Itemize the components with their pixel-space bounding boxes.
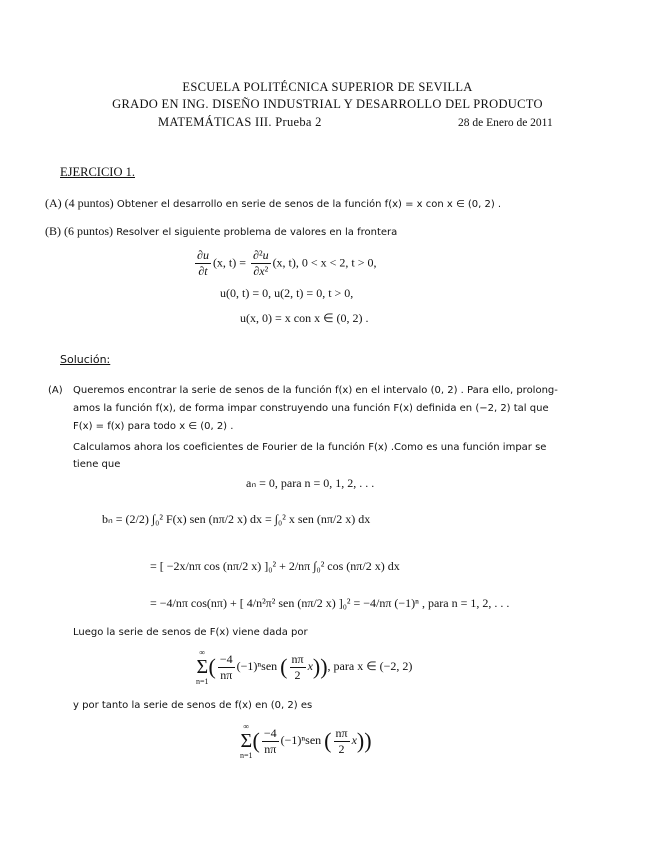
part-a-label: (A) (4 puntos) (45, 196, 114, 210)
solution-text: Queremos encontrar la serie de senos de la función f(x) en el intervalo (0, 2) . Para ello, prolong- (73, 385, 558, 396)
solution-text: tiene que (73, 459, 121, 470)
part-a-text: Obtener el desarrollo en serie de senos de la función f(x) = x con x ∈ (0, 2) . (116, 199, 502, 210)
header-school: ESCUELA POLITÉCNICA SUPERIOR DE SEVILLA (182, 80, 473, 94)
solution-text: y por tanto la serie de senos de f(x) en (0, 2) es (73, 700, 313, 711)
boundary-conditions: u(0, t) = 0, u(2, t) = 0, t > 0, (220, 286, 354, 300)
bn-line-3: = −4/nπ cos(nπ) + [ 4/n²π² sen (nπ/2 x) ]₀² = −4/nπ (−1)ⁿ , para n = 1, 2, . . . (150, 596, 510, 610)
solution-a-label: (A) (48, 385, 63, 396)
an-equation: aₙ = 0, para n = 0, 1, 2, . . . (246, 476, 375, 490)
part-b-text: Resolver el siguiente problema de valores en la frontera (116, 227, 398, 238)
header-degree: GRADO EN ING. DISEÑO INDUSTRIAL Y DESARROLLO DEL PRODUCTO (112, 97, 543, 111)
solution-text: F(x) = f(x) para todo x ∈ (0, 2) . (73, 421, 234, 432)
series-F: ∞ Σ n=1 ( $\frac{-4}{n\pi}$ (−1)ⁿsen ( $\frac{n\pi}{2}$ x)), para x ∈ (−2, 2) (196, 648, 413, 686)
bn-line-1: bₙ = (2/2) ∫₀² F(x) sen (nπ/2 x) dx = ∫₀² x sen (nπ/2 x) dx (102, 512, 371, 526)
header-course: MATEMÁTICAS III. Prueba 2 (158, 115, 322, 129)
solution-text: Calculamos ahora los coeficientes de Fourier de la función F(x) .Como es una función impar se (73, 442, 547, 453)
pde-equation: $\frac{\partial u}{\partial t}$ (x, t) = $\frac{\text{∂²u}}{\text{∂x²}}$ (x, t), 0 < x < 2, t > 0, (197, 248, 377, 278)
solution-text: amos la función f(x), de forma impar construyendo una función F(x) definida en (−2, 2) tal que (73, 403, 549, 414)
series-f: ∞ Σ n=1 ( $\frac{-4}{n\pi}$ (−1)ⁿsen ( $\frac{n\pi}{2}$ x)) (240, 722, 372, 760)
part-b-label: (B) (6 puntos) (45, 224, 113, 238)
header-date: 28 de Enero de 2011 (458, 117, 553, 129)
solution-title: Solución: (60, 353, 111, 366)
solution-text: Luego la serie de senos de F(x) viene dada por (73, 627, 308, 638)
initial-condition: u(x, 0) = x con x ∈ (0, 2) . (240, 311, 369, 325)
exercise-title: EJERCICIO 1. (60, 165, 135, 179)
bn-line-2: = [ −2x/nπ cos (nπ/2 x) ]₀² + 2/nπ ∫₀² cos (nπ/2 x) dx (150, 559, 400, 573)
